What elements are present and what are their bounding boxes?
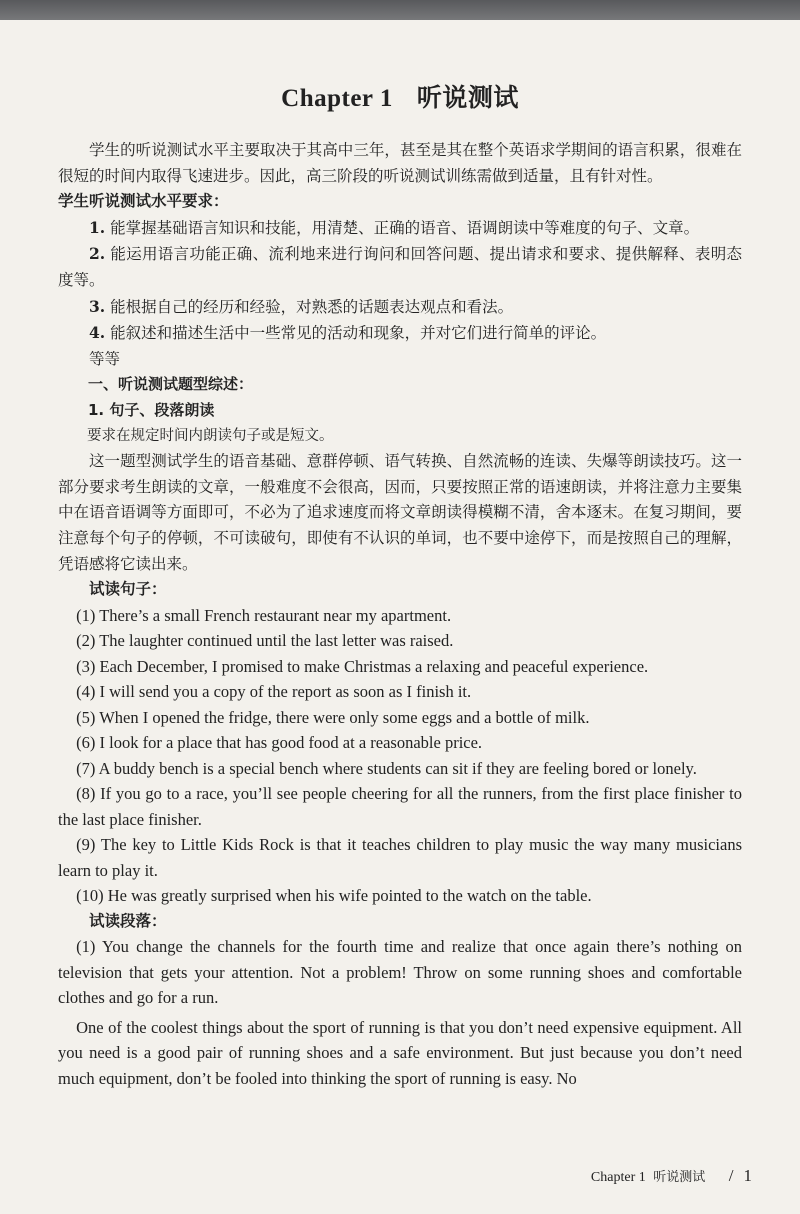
section-description: 这一题型测试学生的语音基础、意群停顿、语气转换、自然流畅的连读、失爆等朗读技巧。这一部分要求考生朗读的文章，一般难度不会很高，因而，只要按照正常的语速朗读，并将注意力主要集中在语音语调等方面即可，不必为了追求速度而将文章朗读得模糊不清，舍本逐末。在复习期间，要注意每个句子的停顿，不可读破句，即使有不认识的单词，也不要中途停下，而是按照自己的理解，凭语感将它读出来。 — [58, 452, 742, 573]
section-instruction: 要求在规定时间内朗读句子或是短文。 — [87, 427, 334, 444]
chapter-title-cn: 听说测试 — [416, 83, 519, 112]
sentence-item: (8) If you go to a race, you’ll see people cheering for all the runners, from the first place finisher to the last place finisher. — [58, 784, 742, 829]
footer-separator: / — [728, 1166, 734, 1185]
page-footer — [591, 1166, 752, 1186]
sentence-item: (4) I will send you a copy of the report as soon as I finish it. — [76, 682, 472, 702]
sentence-item: (6) I look for a place that has good food at a reasonable price. — [76, 733, 483, 753]
requirements-etc: 等等 — [89, 349, 121, 368]
sentence-item: (7) A buddy bench is a special bench where students can sit if they are feeling bored or lonely. — [76, 758, 697, 778]
sentence-item: (5) When I opened the fridge, there were only some eggs and a bottle of milk. — [76, 707, 590, 727]
footer-chapter-cn: 听说测试 — [653, 1170, 706, 1185]
sentence-item: (10) He was greatly surprised when his wife pointed to the watch on the table. — [76, 886, 592, 906]
intro-paragraph: 学生的听说测试水平主要取决于其高中三年，甚至是其在整个英语求学期间的语言积累，很难在很短的时间内取得飞速进步。因此，高三阶段的听说测试训练需做到适量，且有针对性。 — [58, 141, 742, 185]
requirement-item: 4. 能叙述和描述生活中一些常见的活动和现象，并对它们进行简单的评论。 — [89, 323, 607, 343]
section-heading: 一、听说测试题型综述： — [88, 375, 254, 394]
sentence-item: (3) Each December, I promised to make Christmas a relaxing and peaceful experience. — [76, 656, 649, 676]
chapter-title-en: Chapter 1 — [281, 85, 393, 112]
reading-paragraph: One of the coolest things about the sport of running is that you don’t need expensive equipment. All you need is a good pair of running shoes and a safe environment. But just because you don’t need much equipment, don’t be fooled into thinking the sport of running is easy. No — [58, 1017, 742, 1088]
page-top-edge — [0, 0, 800, 20]
sentence-item: (2) The laughter continued until the last letter was raised. — [76, 631, 454, 651]
sentences-heading: 试读句子： — [89, 580, 167, 599]
page-content — [58, 138, 742, 1091]
reading-paragraph: (1) You change the channels for the fourth time and realize that once again there’s nothing on television that gets your attention. Not a problem! Throw on some running shoes and comfortable clothes and go for a run. — [58, 937, 742, 1008]
requirements-heading: 学生听说测试水平要求： — [58, 192, 229, 211]
subsection-heading: 1. 句子、段落朗读 — [88, 400, 215, 419]
paragraphs-heading: 试读段落： — [89, 911, 167, 930]
chapter-title — [0, 78, 800, 114]
sentence-item: (1) There’s a small French restaurant near my apartment. — [76, 605, 452, 625]
sentence-list — [58, 603, 742, 909]
requirement-item: 3. 能根据自己的经历和经验，对熟悉的话题表达观点和看法。 — [89, 296, 514, 316]
footer-chapter: Chapter 1 — [590, 1170, 646, 1185]
sentence-item: (9) The key to Little Kids Rock is that it teaches children to play music the way many musicians learn to play it. — [58, 835, 742, 880]
page-number: 1 — [743, 1166, 752, 1185]
requirement-item: 1. 能掌握基础语言知识和技能，用清楚、正确的语音、语调朗读中等难度的句子、文章。 — [89, 217, 700, 237]
requirement-item: 2. 能运用语言功能正确、流利地来进行询问和回答问题、提出请求和要求、提供解释、表明态度等。 — [58, 244, 742, 289]
